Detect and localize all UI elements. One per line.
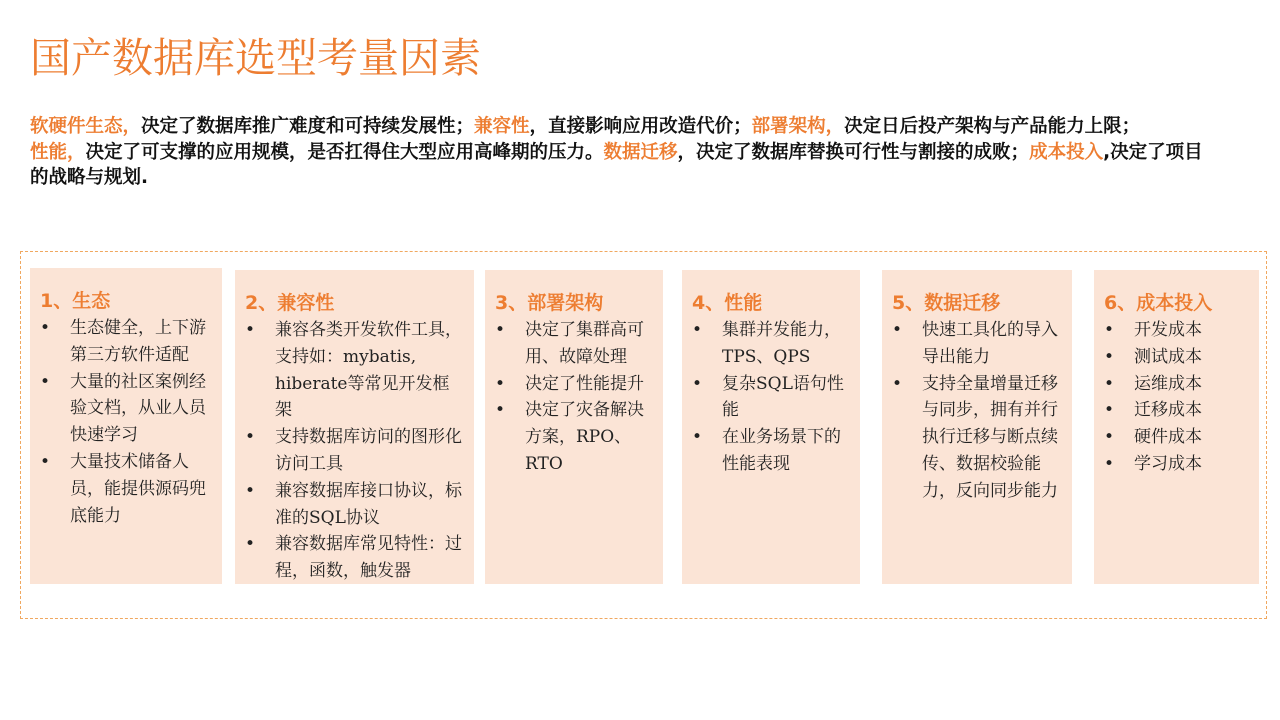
factor-card-cost (1094, 270, 1259, 584)
list-item: • 快速工具化的导入导出能力 (892, 317, 1062, 371)
highlight-migration: 数据迁移 (603, 141, 678, 163)
card-title: 3、部署架构 (495, 292, 604, 314)
card-item-list (245, 317, 464, 584)
list-item: • 支持数据库访问的图形化访问工具 (245, 424, 464, 478)
intro-text-performance: 决定了可支撑的应用规模，是否扛得住大型应用高峰期的压力。 (85, 141, 604, 163)
list-item: • 学习成本 (1104, 451, 1249, 478)
highlight-compatibility: 兼容性 (474, 116, 530, 137)
card-title: 1、生态 (40, 290, 111, 312)
list-item: • 生态健全，上下游第三方软件适配 (40, 315, 212, 369)
intro-text-ecosystem: 决定了数据库推广难度和可持续发展性； (141, 116, 475, 137)
card-item-list (495, 317, 653, 478)
list-item: • 运维成本 (1104, 371, 1249, 398)
list-item: • 决定了集群高可用、故障处理 (495, 317, 653, 371)
list-item: • 集群并发能力，TPS、QPS (692, 317, 850, 371)
intro-text-migration: ，决定了数据库替换可行性与割接的成败； (677, 141, 1030, 163)
factor-card-deployment (485, 270, 663, 584)
intro-text-deployment: 决定日后投产架构与产品能力上限； (844, 116, 1141, 137)
list-item: • 迁移成本 (1104, 397, 1249, 424)
list-item: • 大量技术储备人员，能提供源码兜底能力 (40, 449, 212, 529)
card-item-list (692, 317, 850, 478)
intro-text-cost: ,决定了项目的战略与规划. (30, 141, 1203, 188)
intro-paragraph-1 (30, 114, 1220, 140)
card-title: 2、兼容性 (245, 292, 335, 314)
list-item: • 开发成本 (1104, 317, 1249, 344)
highlight-deployment: 部署架构， (751, 116, 845, 137)
card-title: 5、数据迁移 (892, 292, 1001, 314)
card-title: 6、成本投入 (1104, 292, 1213, 314)
list-item: • 在业务场景下的性能表现 (692, 424, 850, 478)
card-item-list (40, 315, 212, 529)
list-item: • 测试成本 (1104, 344, 1249, 371)
highlight-cost: 成本投入 (1029, 141, 1104, 163)
list-item: • 兼容数据库常见特性：过程，函数，触发器 (245, 531, 464, 584)
list-item: • 硬件成本 (1104, 424, 1249, 451)
list-item: • 兼容各类开发软件工具，支持如：mybatis, hiberate等常见开发框架 (245, 317, 464, 424)
list-item: • 大量的社区案例经验文档，从业人员快速学习 (40, 369, 212, 449)
list-item: • 支持全量增量迁移与同步，拥有并行执行迁移与断点续传、数据校验能力，反向同步能力 (892, 371, 1062, 505)
factor-card-migration (882, 270, 1072, 584)
card-item-list (892, 317, 1062, 505)
factor-card-performance (682, 270, 860, 584)
list-item: • 复杂SQL语句性能 (692, 371, 850, 425)
list-item: • 兼容数据库接口协议，标准的SQL协议 (245, 478, 464, 532)
list-item: • 决定了性能提升 (495, 371, 653, 398)
intro-separator: ， (529, 116, 549, 137)
card-item-list (1104, 317, 1249, 478)
highlight-ecosystem: 软硬件生态， (30, 116, 142, 137)
factor-card-compatibility (235, 270, 474, 584)
page-title: 国产数据库选型考量因素 (30, 34, 481, 82)
highlight-performance: 性能， (30, 141, 86, 163)
intro-text-compatibility: 直接影响应用改造代价； (548, 116, 752, 137)
list-item: • 决定了灾备解决方案，RPO、RTO (495, 397, 653, 477)
intro-text (30, 114, 1220, 191)
intro-paragraph-2 (30, 140, 1220, 191)
factor-card-ecosystem (30, 268, 222, 584)
card-title: 4、性能 (692, 292, 763, 314)
